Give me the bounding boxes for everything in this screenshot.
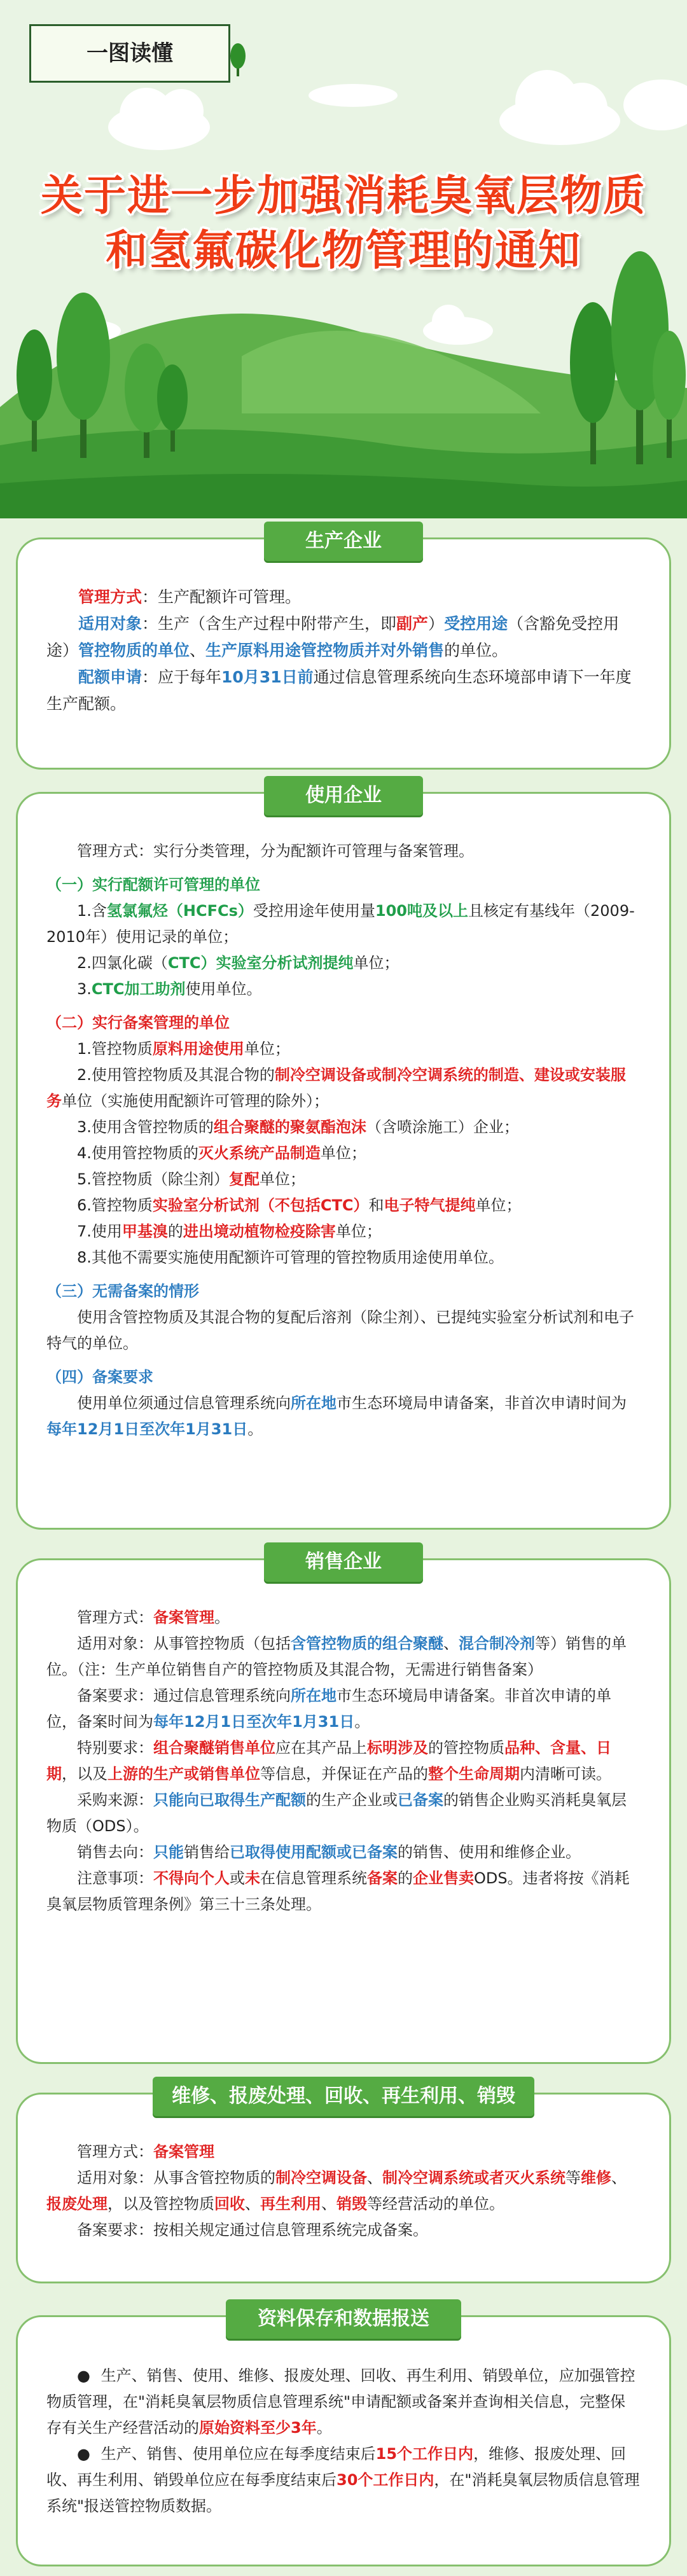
title-line-1: 关于进一步加强消耗臭氧层物质 xyxy=(41,171,646,220)
section-body xyxy=(46,2363,641,2519)
section-body xyxy=(46,1605,641,1918)
section-production xyxy=(16,530,671,770)
list-item: 1.含氢氯氟烃（HCFCs）受控用途年使用量100吨及以上且核定有基线年（2009-2010年）使用记录的单位； xyxy=(46,902,635,946)
paragraph: 采购来源：只能向已取得生产配额的生产企业或已备案的销售企业购买消耗臭氧层物质（ODS）。 xyxy=(46,1791,627,1835)
list-item: 1.管控物质原料用途使用单位； xyxy=(77,1040,290,1058)
paragraph: 特别要求：组合聚醚销售单位应在其产品上标明涉及的管控物质品种、含量、日期，以及上游的生产或销售单位等信息，并保证在产品的整个生命周期内清晰可读。 xyxy=(46,1739,611,1783)
page-title xyxy=(0,169,687,278)
bullet-icon: ● xyxy=(77,2445,101,2463)
hero-banner xyxy=(0,0,687,518)
paragraph: 备案要求：通过信息管理系统向所在地市生态环境局申请备案。非首次申请的单位，备案时间为每年12月1日至次年1月31日。 xyxy=(46,1687,611,1731)
paragraph: 注意事项：不得向个人或未在信息管理系统备案的企业售卖ODS。违者将按《消耗臭氧层物质管理条例》第三十三条处理。 xyxy=(46,1869,630,1913)
paragraph: 管理方式：备案管理。 xyxy=(77,1609,230,1626)
section-use xyxy=(16,784,671,1530)
paragraph: 管理方式：实行分类管理，分为配额许可管理与备案管理。 xyxy=(77,842,474,860)
paragraph: 管理方式：备案管理 xyxy=(77,2143,214,2161)
paragraph: 备案要求：按相关规定通过信息管理系统完成备案。 xyxy=(77,2221,428,2239)
paragraph: 使用含管控物质及其混合物的复配后溶剂（除尘剂）、已提纯实验室分析试剂和电子特气的单位。 xyxy=(46,1308,634,1352)
list-item: 6.管控物质实验室分析试剂（不包括CTC）和电子特气提纯单位； xyxy=(77,1196,522,1214)
list-item: 3.使用含管控物质的组合聚醚的聚氨酯泡沫（含喷涂施工）企业； xyxy=(77,1118,519,1136)
section-body xyxy=(46,2139,641,2243)
list-item: ● 生产、销售、使用、维修、报废处理、回收、再生利用、销毁单位，应加强管控物质管理，在"消耗臭氧层物质信息管理系统"申请配额或备案并查询相关信息，完整保存有关生产经营活动的原始资料至少3年。 xyxy=(46,2367,635,2437)
section-title: 销售企业 xyxy=(264,1542,423,1582)
paragraph: 使用单位须通过信息管理系统向所在地市生态环境局申请备案，非首次申请时间为每年12月1日至次年1月31日。 xyxy=(46,1394,627,1438)
list-item: 5.管控物质（除尘剂）复配单位； xyxy=(77,1170,305,1188)
tag-label: 一图读懂 xyxy=(87,41,173,66)
section-title: 维修、报废处理、回收、再生利用、销毁 xyxy=(153,2077,534,2116)
subheading: （二）实行备案管理的单位 xyxy=(46,1014,230,1032)
section-body xyxy=(46,584,641,717)
list-item: 4.使用管控物质的灭火系统产品制造单位； xyxy=(77,1144,366,1162)
section-title: 资料保存和数据报送 xyxy=(226,2299,461,2339)
paragraph: 适用对象：从事含管控物质的制冷空调设备、制冷空调系统或者灭火系统等维修、报废处理，以及管控物质回收、再生利用、销毁等经营活动的单位。 xyxy=(46,2169,627,2213)
subheading: （三）无需备案的情形 xyxy=(46,1282,199,1300)
section-title: 生产企业 xyxy=(264,522,423,561)
subheading: （四）备案要求 xyxy=(46,1368,153,1386)
section-tag xyxy=(29,24,230,83)
list-item: 2.四氯化碳（CTC）实验室分析试剂提纯单位； xyxy=(77,954,399,972)
list-item: 7.使用甲基溴的进出境动植物检疫除害单位； xyxy=(77,1222,382,1240)
paragraph: 管理方式：生产配额许可管理。 xyxy=(78,588,302,606)
section-body xyxy=(46,838,641,1443)
list-item: ● 生产、销售、使用单位应在每季度结束后15个工作日内，维修、报废处理、回收、再生利用、销毁单位应在每季度结束后30个工作日内，在"消耗臭氧层物质信息管理系统"报送管控物质数据。 xyxy=(46,2445,640,2515)
section-sales xyxy=(16,1551,671,2064)
bullet-icon: ● xyxy=(77,2367,101,2385)
subheading: （一）实行配额许可管理的单位 xyxy=(46,876,260,894)
list-item: 2.使用管控物质及其混合物的制冷空调设备或制冷空调系统的制造、建设或安装服务单位（实施使用配额许可管理的除外）； xyxy=(46,1066,626,1110)
section-repair xyxy=(16,2085,671,2283)
title-line-2: 和氢氟碳化物管理的通知 xyxy=(106,226,581,275)
paragraph: 配额申请：应于每年10月31日前通过信息管理系统向生态环境部申请下一年度生产配额。 xyxy=(46,668,632,713)
section-title: 使用企业 xyxy=(264,776,423,815)
section-records xyxy=(16,2308,671,2566)
paragraph: 销售去向：只能销售给已取得使用配额或已备案的销售、使用和维修企业。 xyxy=(77,1843,581,1861)
list-item: 8.其他不需要实施使用配额许可管理的管控物质用途使用单位。 xyxy=(77,1249,504,1266)
paragraph: 适用对象：生产（含生产过程中附带产生，即副产）受控用途（含豁免受控用途）管控物质的单位、生产原料用途管控物质并对外销售的单位。 xyxy=(46,614,620,660)
paragraph: 适用对象：从事管控物质（包括含管控物质的组合聚醚、混合制冷剂等）销售的单位。（注：生产单位销售自产的管控物质及其混合物，无需进行销售备案） xyxy=(46,1635,627,1679)
list-item: 3.CTC加工助剂使用单位。 xyxy=(77,980,262,998)
